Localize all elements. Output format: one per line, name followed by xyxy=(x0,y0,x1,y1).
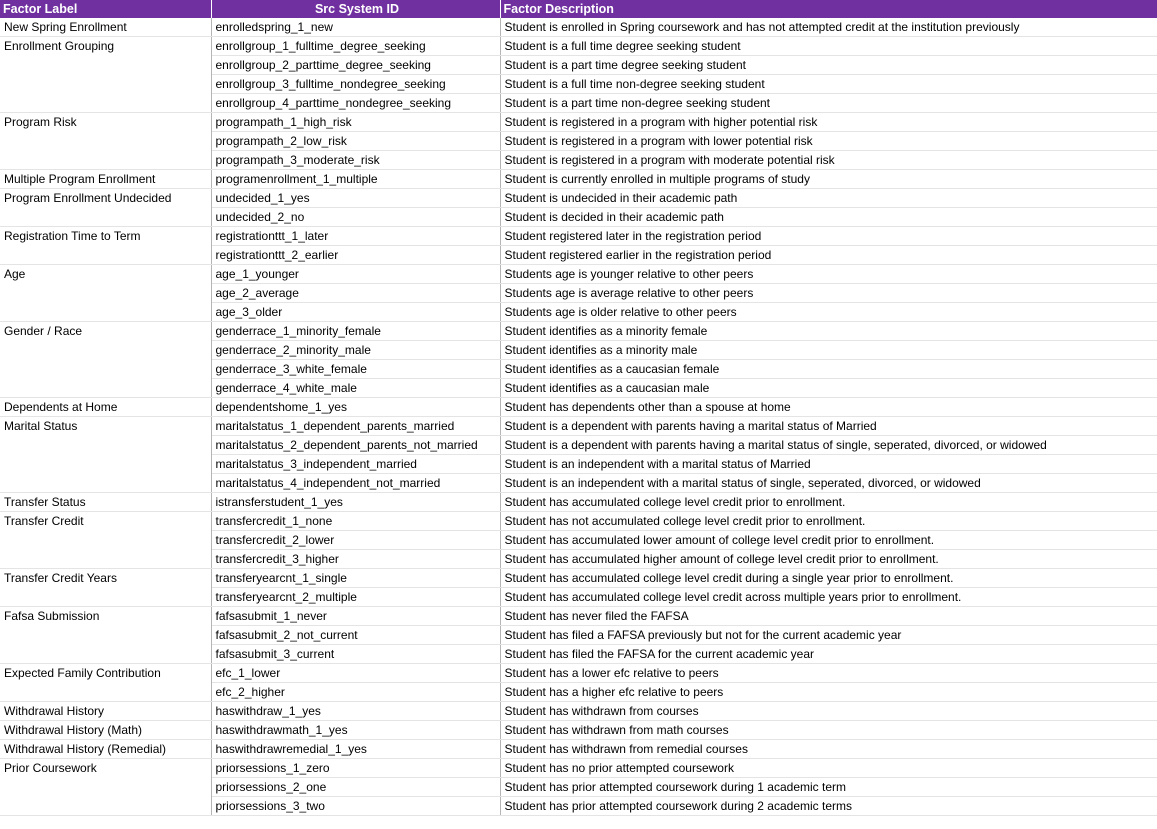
cell-factor-label[interactable] xyxy=(0,56,211,75)
cell-factor-label[interactable] xyxy=(0,284,211,303)
cell-factor-label[interactable]: Fafsa Submission xyxy=(0,607,211,626)
cell-factor-description[interactable]: Student identifies as a minority male xyxy=(500,341,1157,360)
table-row xyxy=(0,113,1157,132)
table-row xyxy=(0,170,1157,189)
table-row xyxy=(0,588,1157,607)
cell-factor-description[interactable]: Student is a part time degree seeking student xyxy=(500,56,1157,75)
header-factor-label[interactable]: Factor Label xyxy=(0,0,211,18)
table-row xyxy=(0,208,1157,227)
cell-factor-label[interactable] xyxy=(0,303,211,322)
cell-src-system-id[interactable]: dependentshome_1_yes xyxy=(211,398,500,417)
cell-factor-label[interactable]: Withdrawal History xyxy=(0,702,211,721)
table-row xyxy=(0,37,1157,56)
cell-factor-label[interactable]: Dependents at Home xyxy=(0,398,211,417)
table-row xyxy=(0,645,1157,664)
cell-factor-label[interactable] xyxy=(0,341,211,360)
cell-factor-description[interactable]: Student has filed the FAFSA for the current academic year xyxy=(500,645,1157,664)
cell-factor-description[interactable]: Student has accumulated college level credit during a single year prior to enrollment. xyxy=(500,569,1157,588)
cell-factor-label[interactable] xyxy=(0,778,211,797)
cell-factor-description[interactable]: Student is a dependent with parents having a marital status of single, seperated, divorced, or widowed xyxy=(500,436,1157,455)
table-row xyxy=(0,607,1157,626)
cell-factor-label[interactable] xyxy=(0,208,211,227)
cell-factor-label[interactable] xyxy=(0,588,211,607)
cell-factor-label[interactable] xyxy=(0,360,211,379)
cell-factor-description[interactable]: Student has accumulated lower amount of college level credit prior to enrollment. xyxy=(500,531,1157,550)
cell-src-system-id[interactable]: age_1_younger xyxy=(211,265,500,284)
cell-factor-description[interactable]: Student is registered in a program with moderate potential risk xyxy=(500,151,1157,170)
cell-factor-description[interactable]: Students age is younger relative to other peers xyxy=(500,265,1157,284)
table-row xyxy=(0,322,1157,341)
cell-src-system-id[interactable]: genderrace_1_minority_female xyxy=(211,322,500,341)
table-row xyxy=(0,341,1157,360)
cell-factor-description[interactable]: Student is undecided in their academic path xyxy=(500,189,1157,208)
cell-src-system-id[interactable]: undecided_2_no xyxy=(211,208,500,227)
table-row xyxy=(0,683,1157,702)
cell-src-system-id[interactable]: registrationttt_1_later xyxy=(211,227,500,246)
cell-factor-description[interactable]: Students age is older relative to other peers xyxy=(500,303,1157,322)
cell-factor-description[interactable]: Student is a part time non-degree seeking student xyxy=(500,94,1157,113)
cell-src-system-id[interactable]: enrollgroup_3_fulltime_nondegree_seeking xyxy=(211,75,500,94)
table-row xyxy=(0,797,1157,816)
cell-src-system-id[interactable]: maritalstatus_4_independent_not_married xyxy=(211,474,500,493)
table-row xyxy=(0,56,1157,75)
table-row xyxy=(0,474,1157,493)
table-row xyxy=(0,303,1157,322)
cell-factor-description[interactable]: Student is currently enrolled in multiple programs of study xyxy=(500,170,1157,189)
table-row xyxy=(0,284,1157,303)
cell-factor-label[interactable] xyxy=(0,455,211,474)
cell-src-system-id[interactable]: maritalstatus_3_independent_married xyxy=(211,455,500,474)
table-row xyxy=(0,265,1157,284)
table-row xyxy=(0,246,1157,265)
cell-factor-label[interactable]: New Spring Enrollment xyxy=(0,18,211,37)
cell-src-system-id[interactable]: programenrollment_1_multiple xyxy=(211,170,500,189)
cell-src-system-id[interactable]: enrollgroup_1_fulltime_degree_seeking xyxy=(211,37,500,56)
cell-factor-label[interactable]: Prior Coursework xyxy=(0,759,211,778)
table-row xyxy=(0,721,1157,740)
header-factor-description[interactable]: Factor Description xyxy=(500,0,1157,18)
cell-factor-description[interactable]: Student has withdrawn from math courses xyxy=(500,721,1157,740)
cell-factor-label[interactable] xyxy=(0,436,211,455)
cell-factor-description[interactable]: Student has never filed the FAFSA xyxy=(500,607,1157,626)
table-body xyxy=(0,18,1157,816)
cell-factor-label[interactable] xyxy=(0,797,211,816)
cell-factor-label[interactable]: Program Enrollment Undecided xyxy=(0,189,211,208)
cell-factor-label[interactable] xyxy=(0,246,211,265)
cell-src-system-id[interactable]: registrationttt_2_earlier xyxy=(211,246,500,265)
header-src-system-id[interactable]: Src System ID xyxy=(211,0,500,18)
header-row xyxy=(0,0,1157,18)
cell-factor-label[interactable] xyxy=(0,474,211,493)
table-row xyxy=(0,702,1157,721)
cell-src-system-id[interactable]: efc_2_higher xyxy=(211,683,500,702)
table-row xyxy=(0,664,1157,683)
cell-factor-label[interactable]: Withdrawal History (Remedial) xyxy=(0,740,211,759)
cell-src-system-id[interactable]: age_3_older xyxy=(211,303,500,322)
cell-src-system-id[interactable]: enrollgroup_4_parttime_nondegree_seeking xyxy=(211,94,500,113)
cell-factor-description[interactable]: Student is enrolled in Spring coursework and has not attempted credit at the institution previously xyxy=(500,18,1157,37)
table-row xyxy=(0,227,1157,246)
cell-factor-label[interactable]: Transfer Credit Years xyxy=(0,569,211,588)
cell-factor-label[interactable] xyxy=(0,151,211,170)
table-row xyxy=(0,75,1157,94)
table-row xyxy=(0,455,1157,474)
table-row xyxy=(0,18,1157,37)
cell-src-system-id[interactable]: transfercredit_1_none xyxy=(211,512,500,531)
cell-factor-label[interactable]: Age xyxy=(0,265,211,284)
cell-factor-description[interactable]: Student is an independent with a marital status of Married xyxy=(500,455,1157,474)
cell-factor-description[interactable]: Student has withdrawn from remedial courses xyxy=(500,740,1157,759)
cell-src-system-id[interactable]: enrollgroup_2_parttime_degree_seeking xyxy=(211,56,500,75)
cell-factor-description[interactable]: Student is a dependent with parents having a marital status of Married xyxy=(500,417,1157,436)
cell-factor-description[interactable]: Student identifies as a caucasian female xyxy=(500,360,1157,379)
cell-factor-description[interactable]: Student has filed a FAFSA previously but not for the current academic year xyxy=(500,626,1157,645)
table-row xyxy=(0,132,1157,151)
cell-factor-description[interactable]: Student has prior attempted coursework during 1 academic term xyxy=(500,778,1157,797)
cell-factor-label[interactable]: Multiple Program Enrollment xyxy=(0,170,211,189)
cell-factor-description[interactable]: Student is registered in a program with higher potential risk xyxy=(500,113,1157,132)
cell-src-system-id[interactable]: genderrace_3_white_female xyxy=(211,360,500,379)
cell-factor-description[interactable]: Student is a full time non-degree seeking student xyxy=(500,75,1157,94)
cell-src-system-id[interactable]: programpath_2_low_risk xyxy=(211,132,500,151)
cell-factor-description[interactable]: Student is a full time degree seeking student xyxy=(500,37,1157,56)
cell-src-system-id[interactable]: haswithdrawremedial_1_yes xyxy=(211,740,500,759)
cell-src-system-id[interactable]: priorsessions_2_one xyxy=(211,778,500,797)
cell-src-system-id[interactable]: transfercredit_3_higher xyxy=(211,550,500,569)
cell-factor-label[interactable] xyxy=(0,75,211,94)
cell-src-system-id[interactable]: maritalstatus_1_dependent_parents_married xyxy=(211,417,500,436)
cell-src-system-id[interactable]: haswithdrawmath_1_yes xyxy=(211,721,500,740)
cell-factor-description[interactable]: Student has no prior attempted coursework xyxy=(500,759,1157,778)
cell-src-system-id[interactable]: priorsessions_1_zero xyxy=(211,759,500,778)
cell-src-system-id[interactable]: priorsessions_3_two xyxy=(211,797,500,816)
cell-src-system-id[interactable]: fafsasubmit_1_never xyxy=(211,607,500,626)
cell-factor-description[interactable]: Students age is average relative to other peers xyxy=(500,284,1157,303)
cell-factor-label[interactable] xyxy=(0,626,211,645)
table-row xyxy=(0,778,1157,797)
cell-factor-description[interactable]: Student has a higher efc relative to peers xyxy=(500,683,1157,702)
cell-factor-description[interactable]: Student has not accumulated college level credit prior to enrollment. xyxy=(500,512,1157,531)
cell-factor-label[interactable]: Withdrawal History (Math) xyxy=(0,721,211,740)
table-row xyxy=(0,398,1157,417)
cell-factor-label[interactable] xyxy=(0,94,211,113)
cell-factor-label[interactable]: Enrollment Grouping xyxy=(0,37,211,56)
table-row xyxy=(0,151,1157,170)
cell-src-system-id[interactable]: transfercredit_2_lower xyxy=(211,531,500,550)
cell-src-system-id[interactable]: transferyearcnt_2_multiple xyxy=(211,588,500,607)
table-row xyxy=(0,531,1157,550)
cell-src-system-id[interactable]: genderrace_2_minority_male xyxy=(211,341,500,360)
cell-factor-description[interactable]: Student has dependents other than a spouse at home xyxy=(500,398,1157,417)
table-row xyxy=(0,550,1157,569)
table-row xyxy=(0,417,1157,436)
cell-src-system-id[interactable]: programpath_3_moderate_risk xyxy=(211,151,500,170)
cell-factor-description[interactable]: Student has accumulated higher amount of college level credit prior to enrollment. xyxy=(500,550,1157,569)
table-row xyxy=(0,493,1157,512)
cell-factor-description[interactable]: Student registered earlier in the registration period xyxy=(500,246,1157,265)
cell-factor-description[interactable]: Student has withdrawn from courses xyxy=(500,702,1157,721)
cell-src-system-id[interactable]: age_2_average xyxy=(211,284,500,303)
cell-src-system-id[interactable]: haswithdraw_1_yes xyxy=(211,702,500,721)
cell-factor-description[interactable]: Student has prior attempted coursework during 2 academic terms xyxy=(500,797,1157,816)
cell-factor-label[interactable]: Gender / Race xyxy=(0,322,211,341)
table-row xyxy=(0,379,1157,398)
cell-factor-description[interactable]: Student is registered in a program with lower potential risk xyxy=(500,132,1157,151)
cell-factor-description[interactable]: Student identifies as a caucasian male xyxy=(500,379,1157,398)
cell-src-system-id[interactable]: transferyearcnt_1_single xyxy=(211,569,500,588)
cell-factor-label[interactable]: Expected Family Contribution xyxy=(0,664,211,683)
table-row xyxy=(0,436,1157,455)
cell-factor-label[interactable] xyxy=(0,531,211,550)
cell-src-system-id[interactable]: undecided_1_yes xyxy=(211,189,500,208)
cell-factor-description[interactable]: Student has a lower efc relative to peers xyxy=(500,664,1157,683)
cell-factor-label[interactable] xyxy=(0,379,211,398)
table-row xyxy=(0,189,1157,208)
cell-factor-description[interactable]: Student identifies as a minority female xyxy=(500,322,1157,341)
table-row xyxy=(0,626,1157,645)
table-row xyxy=(0,740,1157,759)
cell-src-system-id[interactable]: genderrace_4_white_male xyxy=(211,379,500,398)
cell-factor-label[interactable]: Transfer Credit xyxy=(0,512,211,531)
cell-factor-label[interactable]: Registration Time to Term xyxy=(0,227,211,246)
cell-src-system-id[interactable]: efc_1_lower xyxy=(211,664,500,683)
cell-src-system-id[interactable]: fafsasubmit_2_not_current xyxy=(211,626,500,645)
table-row xyxy=(0,759,1157,778)
table-row xyxy=(0,94,1157,113)
cell-src-system-id[interactable]: maritalstatus_2_dependent_parents_not_married xyxy=(211,436,500,455)
table-row xyxy=(0,569,1157,588)
table-row xyxy=(0,512,1157,531)
table-row xyxy=(0,360,1157,379)
cell-src-system-id[interactable]: istransferstudent_1_yes xyxy=(211,493,500,512)
cell-factor-label[interactable] xyxy=(0,683,211,702)
cell-factor-label[interactable]: Marital Status xyxy=(0,417,211,436)
cell-factor-description[interactable]: Student is an independent with a marital status of single, seperated, divorced, or widowed xyxy=(500,474,1157,493)
cell-factor-label[interactable]: Program Risk xyxy=(0,113,211,132)
cell-src-system-id[interactable]: enrolledspring_1_new xyxy=(211,18,500,37)
cell-factor-label[interactable] xyxy=(0,132,211,151)
cell-factor-label[interactable]: Transfer Status xyxy=(0,493,211,512)
cell-factor-label[interactable] xyxy=(0,550,211,569)
cell-src-system-id[interactable]: programpath_1_high_risk xyxy=(211,113,500,132)
cell-factor-description[interactable]: Student is decided in their academic path xyxy=(500,208,1157,227)
cell-factor-label[interactable] xyxy=(0,645,211,664)
cell-factor-description[interactable]: Student has accumulated college level credit across multiple years prior to enrollment. xyxy=(500,588,1157,607)
cell-factor-description[interactable]: Student registered later in the registration period xyxy=(500,227,1157,246)
cell-factor-description[interactable]: Student has accumulated college level credit prior to enrollment. xyxy=(500,493,1157,512)
cell-src-system-id[interactable]: fafsasubmit_3_current xyxy=(211,645,500,664)
